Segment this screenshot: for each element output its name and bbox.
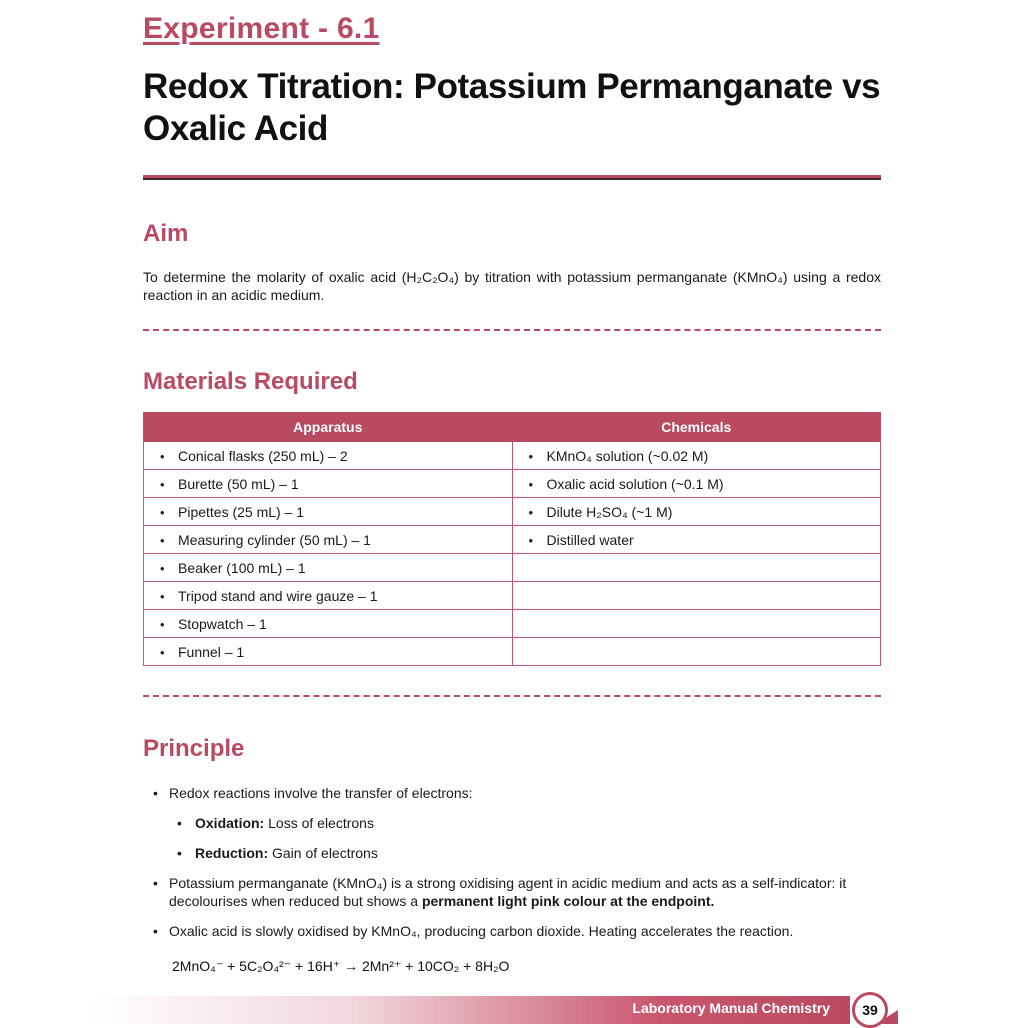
apparatus-cell	[144, 498, 513, 526]
table-row	[144, 498, 881, 526]
footer-label: Laboratory Manual Chemistry	[632, 1000, 830, 1016]
apparatus-item: Funnel – 1	[178, 643, 245, 660]
aim-text: To determine the molarity of oxalic acid (H₂C₂O₄) by titration with potassium permanganate (KMnO₄) using a redox reaction in an acidic medium.	[143, 269, 881, 303]
bullet-icon: •	[528, 532, 534, 548]
bullet-icon: •	[528, 504, 534, 520]
bullet-icon: •	[160, 476, 165, 492]
chemicals-cell	[512, 442, 881, 470]
table-row	[144, 554, 881, 582]
table-row	[144, 610, 881, 638]
chemicals-cell	[512, 610, 881, 638]
chemicals-item: KMnO₄ solution (~0.02 M)	[546, 447, 709, 464]
table-row	[144, 582, 881, 610]
bullet-icon: •	[160, 504, 165, 520]
apparatus-item: Burette (50 mL) – 1	[178, 475, 299, 492]
table-row	[144, 638, 881, 666]
chemicals-cell	[512, 638, 881, 666]
apparatus-item: Stopwatch – 1	[178, 615, 267, 632]
chemicals-item: Oxalic acid solution (~0.1 M)	[546, 475, 724, 492]
chemicals-cell	[512, 526, 881, 554]
materials-table	[143, 412, 881, 666]
bullet-icon: •	[177, 845, 182, 861]
principle-point: Redox reactions involve the transfer of electrons:	[169, 785, 473, 801]
chemicals-item: Dilute H₂SO₄ (~1 M)	[546, 503, 673, 520]
page-title: Redox Titration: Potassium Permanganate vs Oxalic Acid	[143, 67, 881, 148]
bullet-icon: •	[160, 616, 165, 632]
reduction-text: Gain of electrons	[268, 845, 378, 861]
section-divider	[143, 329, 881, 331]
bullet-icon: •	[160, 448, 165, 464]
bullet-icon: •	[153, 875, 158, 891]
apparatus-cell	[144, 610, 513, 638]
chemicals-cell	[512, 554, 881, 582]
apparatus-cell	[144, 470, 513, 498]
experiment-label: Experiment - 6.1	[143, 12, 380, 45]
apparatus-item: Pipettes (25 mL) – 1	[178, 503, 305, 520]
reduction-definition	[195, 844, 909, 862]
table-row	[144, 526, 881, 554]
oxidation-text: Loss of electrons	[264, 815, 374, 831]
bullet-icon: •	[160, 560, 165, 576]
materials-heading: Materials Required	[143, 368, 358, 395]
permanganate-text: Potassium permanganate (KMnO₄) is a strong oxidising agent in acidic medium and acts as a self-indicator: it decolourises when reduced but shows a	[169, 875, 847, 909]
chemicals-cell	[512, 470, 881, 498]
reduction-term: Reduction:	[195, 845, 269, 861]
chemicals-column-header: Chemicals	[512, 413, 881, 442]
apparatus-item: Measuring cylinder (50 mL) – 1	[178, 531, 371, 548]
chemicals-cell	[512, 498, 881, 526]
apparatus-cell	[144, 638, 513, 666]
apparatus-item: Conical flasks (250 mL) – 2	[178, 447, 348, 464]
endpoint-emphasis: permanent light pink colour at the endpoint.	[421, 893, 715, 909]
bullet-icon: •	[177, 815, 182, 831]
oxidation-definition	[195, 814, 909, 832]
page-number: 39	[852, 992, 888, 1028]
section-divider	[143, 695, 881, 697]
apparatus-cell	[144, 554, 513, 582]
apparatus-cell	[144, 526, 513, 554]
bullet-icon: •	[528, 476, 534, 492]
principle-point	[169, 874, 883, 910]
apparatus-cell	[144, 582, 513, 610]
chemicals-item: Distilled water	[546, 531, 634, 548]
principle-heading: Principle	[143, 735, 245, 762]
materials-table-body	[144, 442, 881, 666]
table-row	[144, 442, 881, 470]
apparatus-cell	[144, 442, 513, 470]
bullet-icon: •	[153, 923, 158, 939]
bullet-icon: •	[153, 785, 158, 801]
chemicals-cell	[512, 582, 881, 610]
bullet-icon: •	[160, 644, 165, 660]
apparatus-item: Tripod stand and wire gauze – 1	[178, 587, 378, 604]
apparatus-item: Beaker (100 mL) – 1	[178, 559, 306, 576]
bullet-icon: •	[160, 588, 165, 604]
principle-point: Oxalic acid is slowly oxidised by KMnO₄, producing carbon dioxide. Heating accelerates the reaction.	[169, 923, 794, 939]
apparatus-column-header: Apparatus	[144, 413, 513, 442]
aim-heading: Aim	[143, 220, 189, 247]
table-row	[144, 470, 881, 498]
oxidation-term: Oxidation:	[195, 815, 265, 831]
title-divider	[143, 175, 881, 180]
bullet-icon: •	[160, 532, 165, 548]
reaction-equation: 2MnO₄⁻ + 5C₂O₄²⁻ + 16H⁺ → 2Mn²⁺ + 10CO₂ + 8H₂O	[172, 958, 510, 974]
bullet-icon: •	[528, 448, 534, 464]
